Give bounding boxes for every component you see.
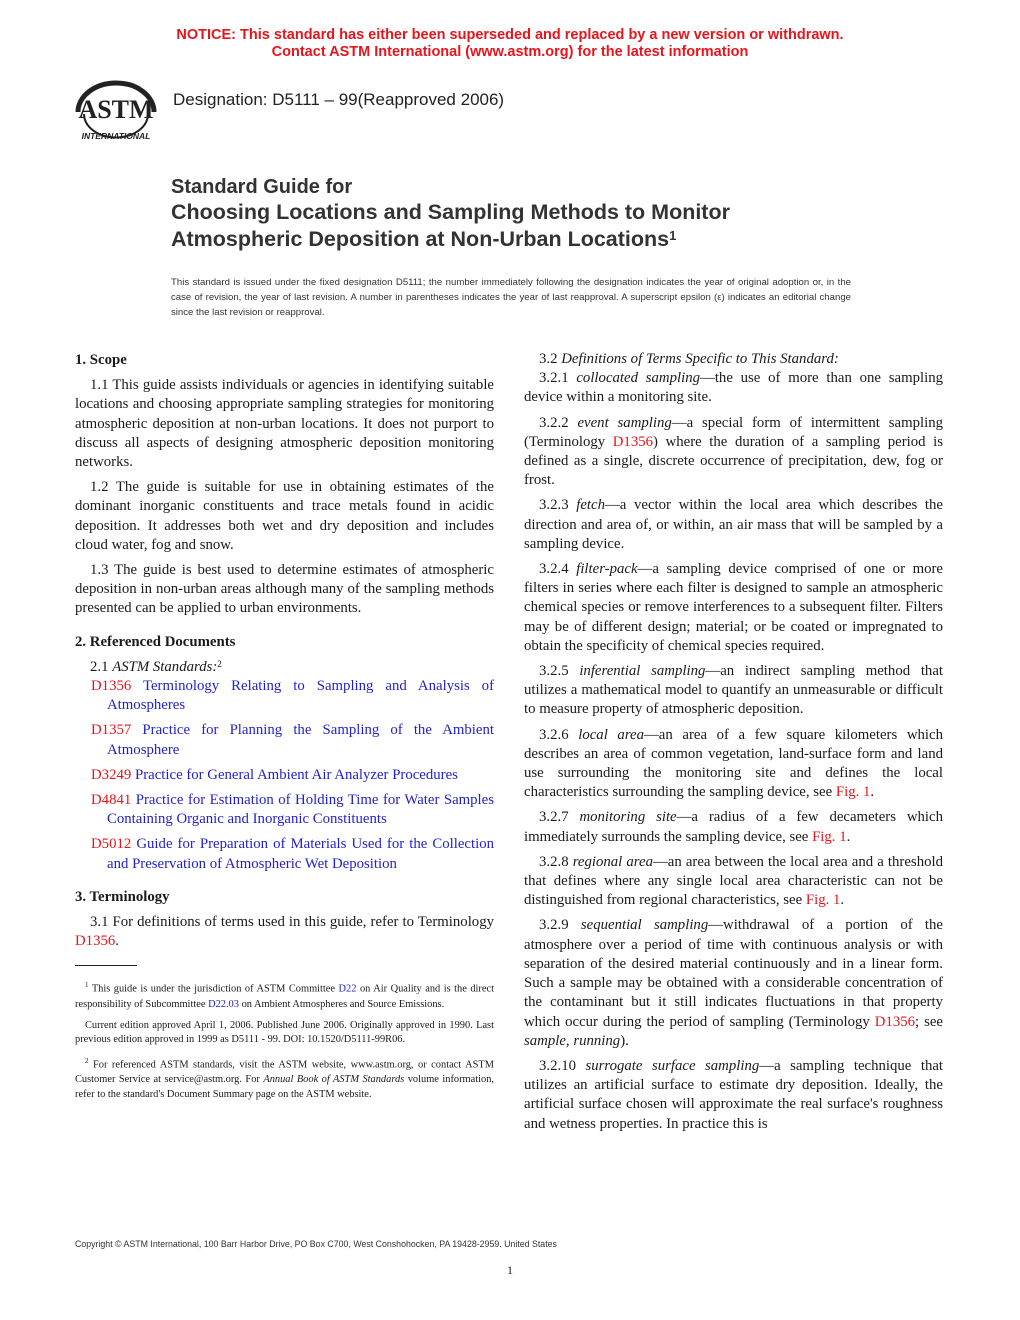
preamble: This standard is issued under the fixed designation D5111; the number immediately following the designation indicates the year of original adoption or, in the case of revision, the year of last revision. A number in parentheses indicates the year of last reapproval. A superscript epsilon (ε) indicates an editorial change since the last revision or reapproval. xyxy=(171,277,851,318)
def-3-2-7: 3.2.7 monitoring site—a radius of a few decameters which immediately surrounds the sampling device, see Fig. 1. xyxy=(524,809,944,845)
ref-d1356[interactable]: D1356 Terminology Relating to Sampling and Analysis of Atmospheres xyxy=(91,678,495,714)
link-d1356[interactable]: D1356 xyxy=(874,1013,916,1030)
astm-logo xyxy=(70,76,162,142)
title-line-1: Standard Guide for xyxy=(171,176,353,198)
link-d1356[interactable]: D1356 xyxy=(612,433,654,450)
copyright-footer: Copyright © ASTM International, 100 Barr Harbor Drive, PO Box C700, West Conshohocken, PA 19428-2959. United States xyxy=(75,1239,557,1249)
def-3-2-1: 3.2.1 collocated sampling—the use of more than one sampling device within a monitoring site. xyxy=(524,370,943,406)
footnote-edition: Current edition approved April 1, 2006. Published June 2006. Originally approved in 1990. Last previous edition approved in 1999 as D5111 - 99. DOI: 10.1520/D5111-99R06. xyxy=(75,1019,494,1046)
def-3-2-8: 3.2.8 regional area—an area between the local area and a threshold that defines where any single local area characteristic can not be distinguished from regional characteristics, see Fig. 1. xyxy=(524,853,943,909)
document-title xyxy=(171,175,730,253)
notice-line-1: NOTICE: This standard has either been superseded and replaced by a new version or withdrawn. xyxy=(176,27,844,43)
link-fig-1[interactable]: Fig. 1 xyxy=(805,892,841,909)
para-3-1: 3.1 For definitions of terms used in this guide, refer to Terminology D1356. xyxy=(75,914,494,950)
link-d22-03[interactable]: D22.03 xyxy=(208,998,239,1010)
def-3-2-5: 3.2.5 inferential sampling—an indirect sampling method that utilizes a mathematical model to quantify an unmeasurable or difficult to measure property of atmospheric deposition. xyxy=(524,663,944,718)
title-line-3: Atmospheric Deposition at Non-Urban Locations$^1$ xyxy=(171,227,677,251)
footnote-2: $^2$ For referenced ASTM standards, visit the ASTM website, www.astm.org, or contact ASTM Customer Service at service@astm.org. For Annual Book of ASTM Standards volume information, refer to the standard's Document Summary page on the ASTM website. xyxy=(75,1057,495,1101)
def-3-2-2: 3.2.2 event sampling—a special form of intermittent sampling (Terminology D1356) where the duration of a sampling period is defined as a single, discrete occurrence of precipitation, dew, fog or frost. xyxy=(524,414,944,489)
para-2-1: 2.1 ASTM Standards:$^2$ xyxy=(90,658,222,675)
def-3-2-9: 3.2.9 sequential sampling—withdrawal of a portion of the atmosphere over a period of time with continuous analysis or with separation of the desired material continuously and in a linear form. Such a sample may be obtained with a considerable concentration of the contaminant but it still indicates fluctuations in that property which occur during the period of sampling (Terminology D1356; see sample, running). xyxy=(524,917,943,1049)
footnote-1: $^1$ This guide is under the jurisdiction of ASTM Committee D22 on Air Quality and is the direct responsibility of Subcommittee D22.03 on Ambient Atmospheres and Source Emissions. xyxy=(75,981,494,1010)
scope-heading: 1. Scope xyxy=(75,352,127,368)
ref-d1357[interactable]: D1357 Practice for Planning the Sampling of the Ambient Atmosphere xyxy=(91,722,494,758)
para-1-2: 1.2 The guide is suitable for use in obtaining estimates of the dominant inorganic constituents and trace metals found in acidic deposition. It addresses both wet and dry deposition and includes cloud water, fog and snow. xyxy=(75,479,494,553)
def-3-2-3: 3.2.3 fetch—a vector within the local area which describes the direction and area of, or within, an air mass that will be sampled by a sampling device. xyxy=(524,497,943,552)
right-column xyxy=(524,350,943,1140)
page-number: 1 xyxy=(507,1263,513,1277)
left-column xyxy=(75,350,494,1109)
para-1-1: 1.1 This guide assists individuals or agencies in identifying suitable locations and choosing appropriate sampling strategies for monitoring atmospheric deposition at non-urban locations. It does not purport to discuss all aspects of designing atmospheric deposition monitoring networks. xyxy=(75,377,494,471)
logo-text: ASTM xyxy=(78,95,154,124)
link-d22[interactable]: D22 xyxy=(338,983,357,995)
logo-subtext: INTERNATIONAL xyxy=(81,131,151,141)
para-1-3: 1.3 The guide is best used to determine estimates of atmospheric deposition in non-urban areas although many of the sampling methods presented can be applied to urban environments. xyxy=(75,562,494,617)
terminology-heading: 3. Terminology xyxy=(75,888,170,905)
footnote-rule xyxy=(75,965,137,966)
link-fig-1[interactable]: Fig. 1 xyxy=(812,828,847,845)
def-3-2-10: 3.2.10 surrogate surface sampling—a sampling technique that utilizes an artificial surface to estimate dry deposition. Ideally, the artificial surface chosen will approximate the real surface's roughness and wetness properties. In practice this is xyxy=(524,1057,944,1132)
para-3-2: 3.2 Definitions of Terms Specific to This Standard: xyxy=(539,351,839,367)
ref-d4841[interactable]: D4841 Practice for Estimation of Holding Time for Water Samples Containing Organic and Inorganic Constituents xyxy=(91,792,494,828)
title-footnote-mark: 1 xyxy=(669,228,677,243)
def-3-2-4: 3.2.4 filter-pack—a sampling device comprised of one or more filters in series where each filter is designed to sample an atmospheric chemical species or remove interferences to a subsequent filter. Filters may be of different design; material; or be coated or impregnated to obtain the specificity of chemical species required. xyxy=(524,561,944,654)
def-3-2-6: 3.2.6 local area—an area of a few square kilometers which describes an area of common vegetation, land-surface form and land use surrounding the monitoring site and defines the local characteristics surrounding the sampling device, see Fig. 1. xyxy=(524,726,944,801)
link-d1356[interactable]: D1356 xyxy=(75,933,116,950)
title-line-2: Choosing Locations and Sampling Methods to Monitor xyxy=(171,200,730,224)
ref-d3249[interactable]: D3249 Practice for General Ambient Air Analyzer Procedures xyxy=(91,766,458,783)
ref-d5012[interactable]: D5012 Guide for Preparation of Materials Used for the Collection and Preservation of Atmospheric Wet Deposition xyxy=(91,836,494,872)
supersede-notice xyxy=(0,27,1020,61)
designation: Designation: D5111 – 99(Reapproved 2006) xyxy=(173,90,505,109)
link-fig-1[interactable]: Fig. 1 xyxy=(835,784,871,801)
referenced-documents-heading: 2. Referenced Documents xyxy=(75,633,236,650)
notice-line-2: Contact ASTM International (www.astm.org) for the latest information xyxy=(271,44,749,60)
